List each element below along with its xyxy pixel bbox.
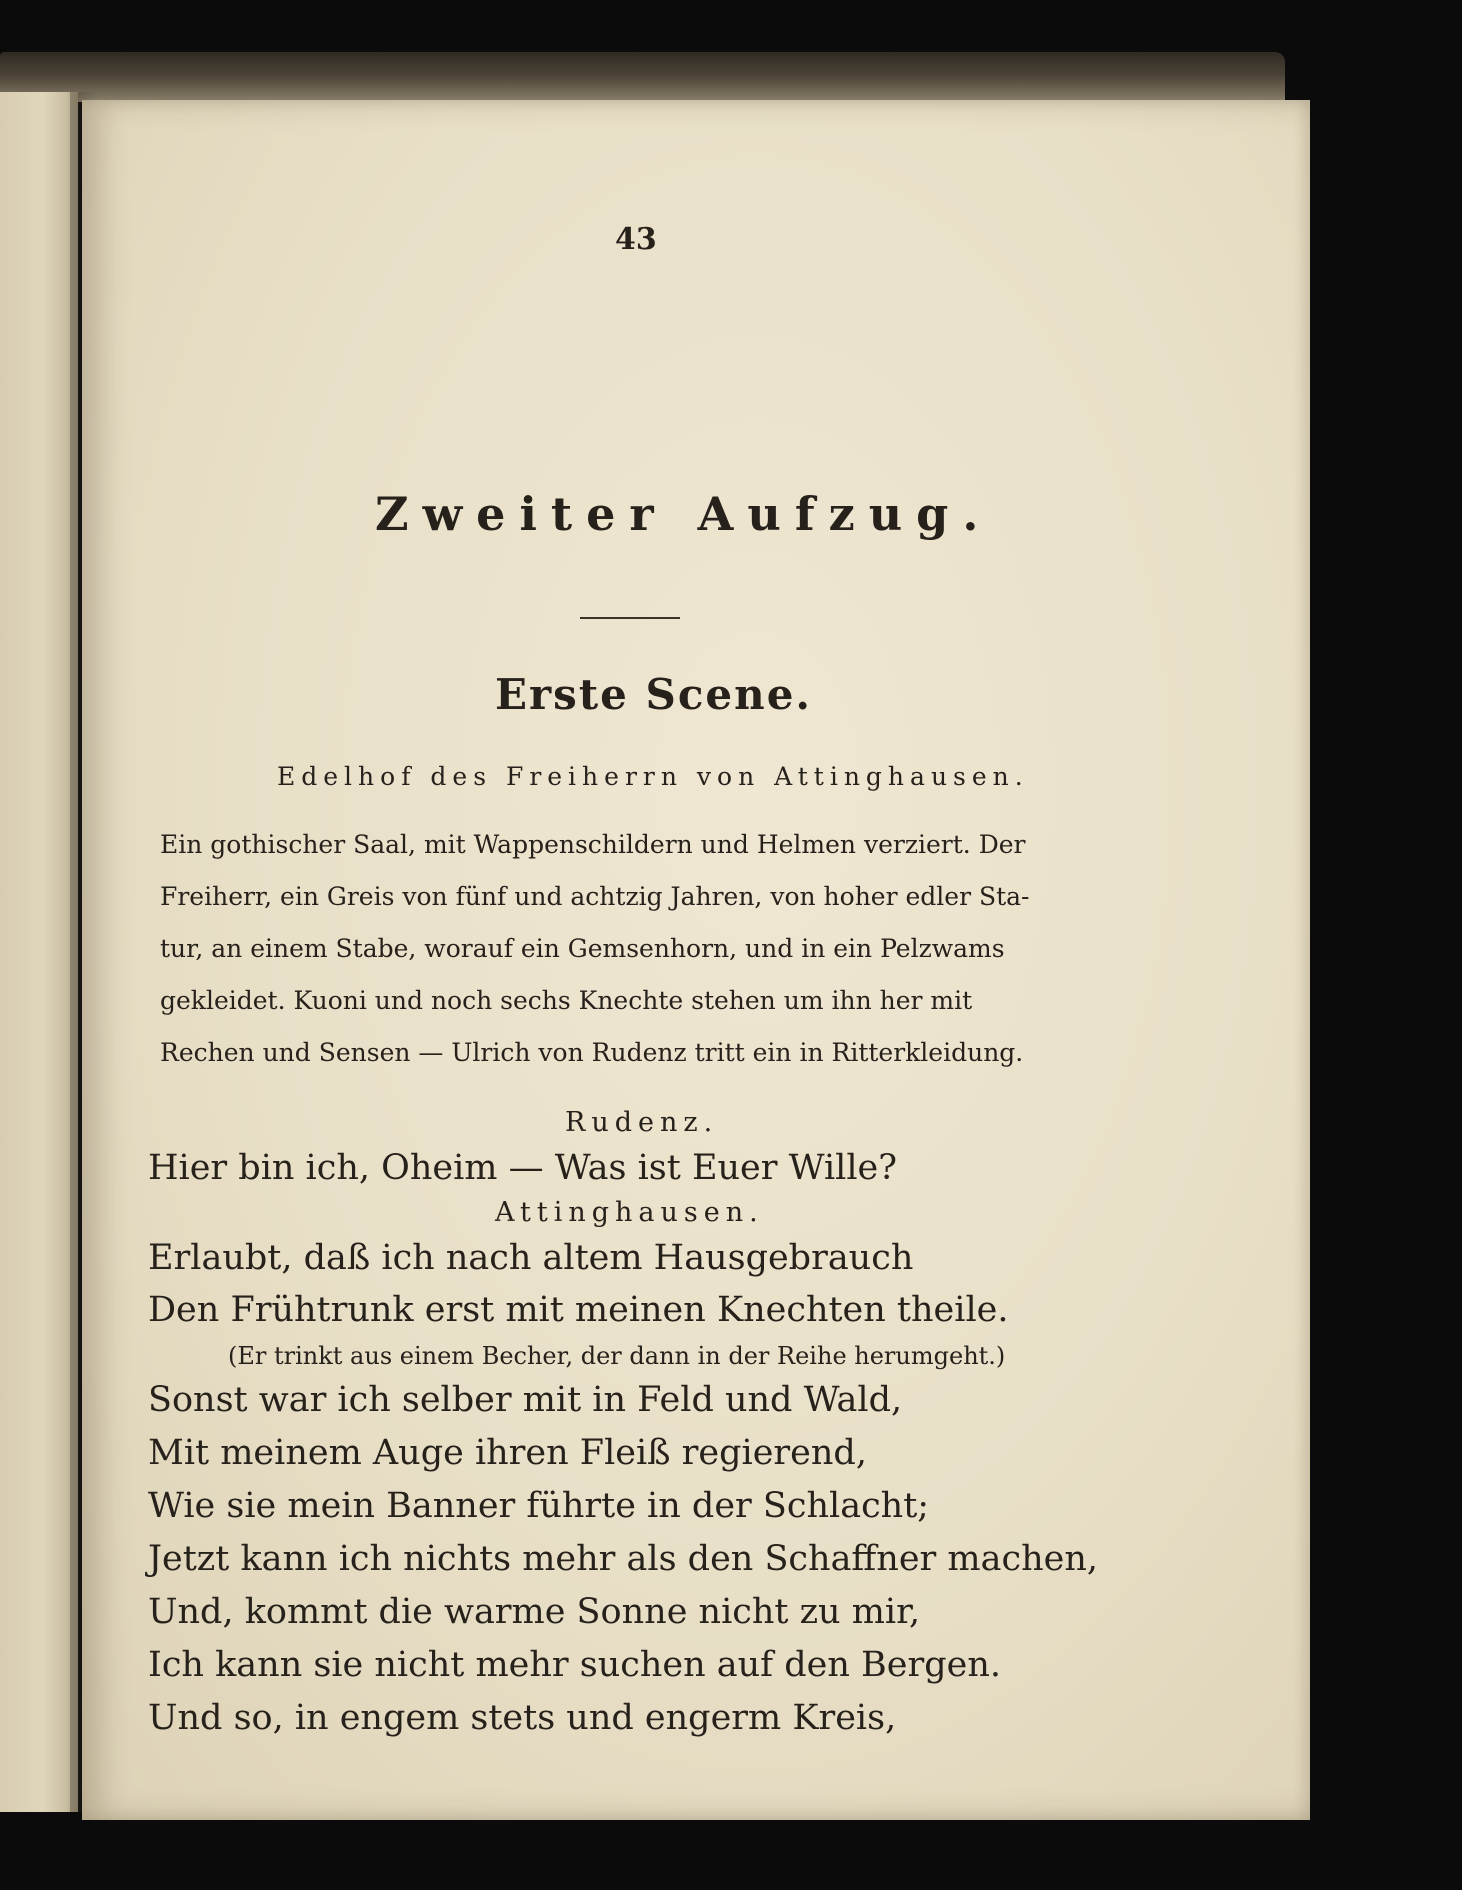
verse-line: Und, kommt die warme Sonne nicht zu mir,	[148, 1592, 921, 1632]
stage-direction-line: Ein gothischer Saal, mit Wappenschildern und Helmen verziert. Der	[160, 830, 1026, 859]
verse-line: Wie sie mein Banner führte in der Schlacht;	[148, 1486, 930, 1526]
speaker-name: Attinghausen.	[495, 1197, 764, 1228]
verse-line: Erlaubt, daß ich nach altem Hausgebrauch	[148, 1238, 914, 1278]
inline-stage-direction: (Er trinkt aus einem Becher, der dann in der Reihe herumgeht.)	[228, 1342, 1006, 1370]
verse-line: Mit meinem Auge ihren Fleiß regierend,	[148, 1433, 867, 1473]
verse-line: Hier bin ich, Oheim — Was ist Euer Wille?	[148, 1148, 898, 1188]
scene-location: Edelhof des Freiherrn von Attinghausen.	[277, 762, 1029, 791]
title-divider	[580, 617, 680, 619]
verse-line: Sonst war ich selber mit in Feld und Wald,	[148, 1380, 903, 1420]
act-title: Zweiter Aufzug.	[375, 487, 993, 541]
verse-line: Jetzt kann ich nichts mehr als den Schaffner machen,	[148, 1539, 1098, 1579]
verse-line: Und so, in engem stets und engerm Kreis,	[148, 1698, 897, 1738]
stage-direction-line: tur, an einem Stabe, worauf ein Gemsenhorn, und in ein Pelzwams	[160, 934, 1005, 963]
verse-line: Den Frühtrunk erst mit meinen Knechten theile.	[148, 1290, 1009, 1330]
stage-direction-line: Freiherr, ein Greis von fünf und achtzig Jahren, von hoher edler Sta-	[160, 882, 1030, 911]
speaker-name: Rudenz.	[565, 1107, 719, 1138]
book-cover-edge	[0, 52, 1285, 102]
left-facing-page	[0, 92, 78, 1812]
scene-title: Erste Scene.	[495, 670, 813, 719]
stage-direction-line: Rechen und Sensen — Ulrich von Rudenz tritt ein in Ritterkleidung.	[160, 1038, 1024, 1067]
stage-direction-line: gekleidet. Kuoni und noch sechs Knechte stehen um ihn her mit	[160, 986, 973, 1015]
verse-line: Ich kann sie nicht mehr suchen auf den Bergen.	[148, 1645, 1001, 1685]
page-number: 43	[615, 222, 657, 257]
